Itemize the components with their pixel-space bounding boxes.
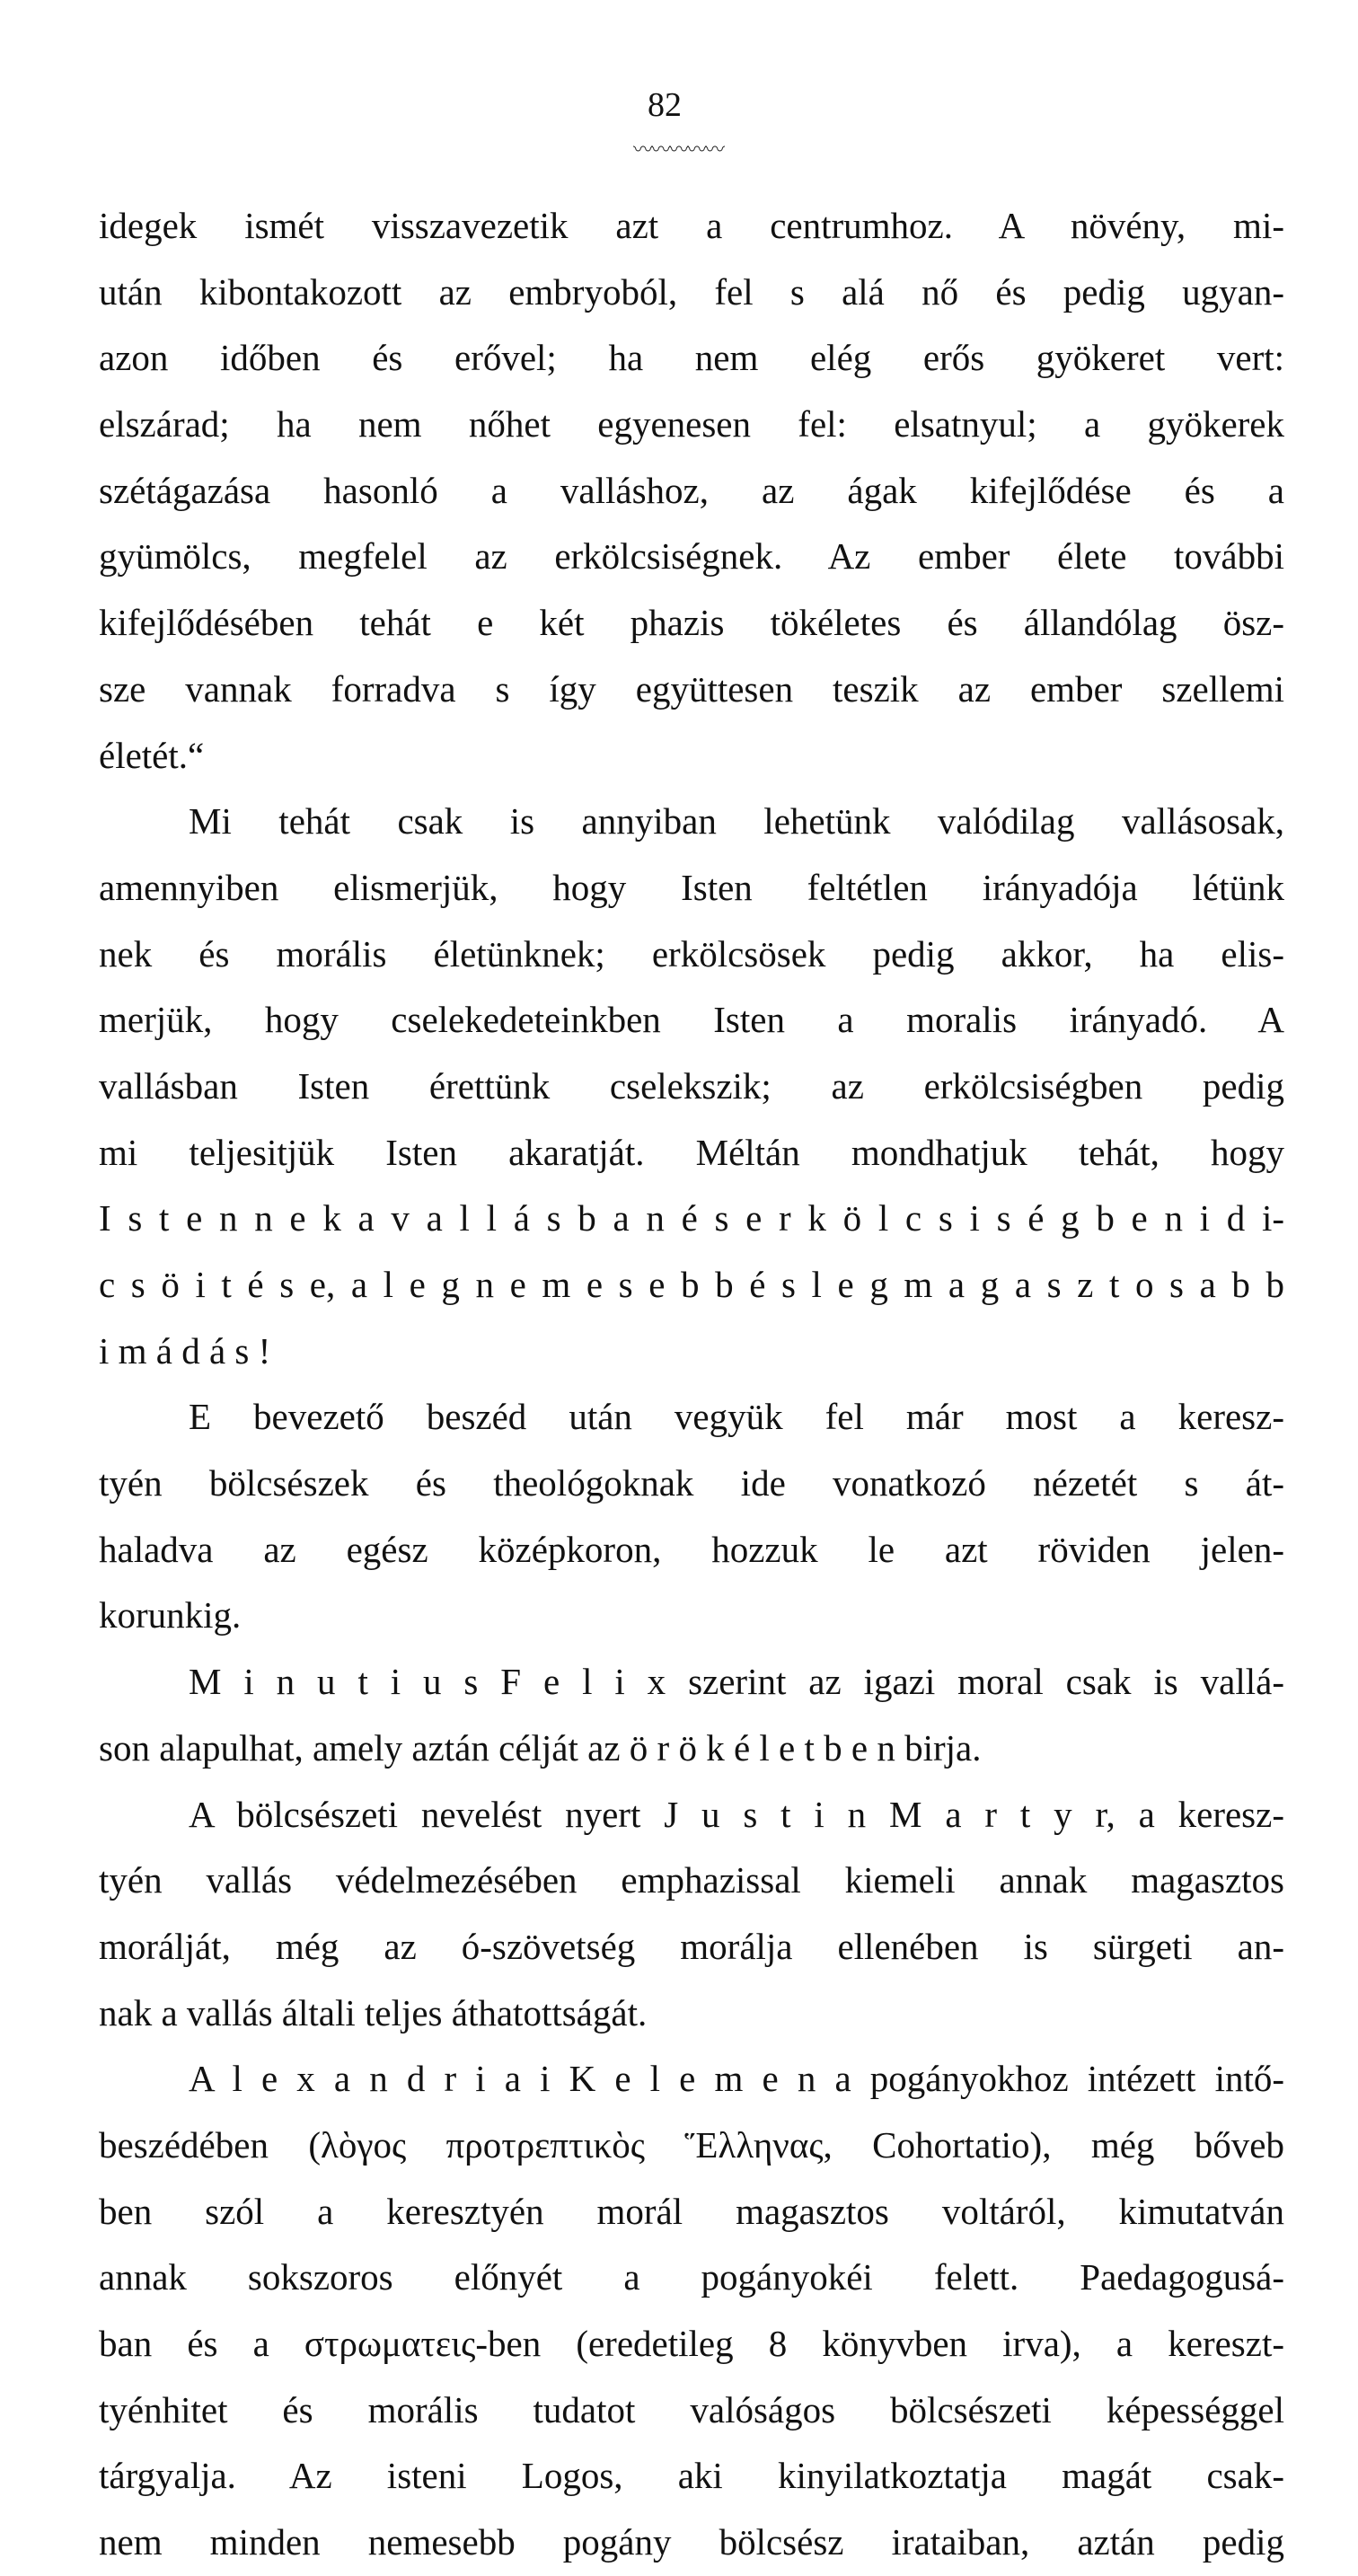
text-line: I s t e n n e k a v a l l á s b a n é s e r k ö l c s i s é g b e n i d i- — [99, 1197, 1284, 1239]
text-line: idegek ismét visszavezetik azt a centrumhoz. A növény, mi- — [99, 205, 1284, 246]
text-line: son alapulhat, amely aztán célját az ö r ö k é l e t b e n birja. — [99, 1726, 982, 1769]
text-line: A l e x a n d r i a i K e l e m e n a pogányokhoz intézett intő- — [189, 2058, 1284, 2100]
text-line: ban és a στρωματεις-ben (eredetileg 8 könyvben irva), a kereszt- — [99, 2323, 1284, 2364]
text-line: amennyiben elismerjük, hogy Isten feltétlen irányadója létünk — [99, 866, 1284, 908]
text-line: életét.“ — [99, 734, 205, 776]
page-number-ornament: 〰〰〰〰〰 — [632, 138, 723, 161]
body-text — [99, 193, 1284, 2576]
text-line: azon időben és erővel; ha nem elég erős gyökeret vert: — [99, 337, 1284, 379]
text-line: haladva az egész középkoron, hozzuk le azt röviden jelen- — [99, 1528, 1284, 1570]
text-line: nek és morális életünknek; erkölcsösek pedig akkor, ha elis- — [99, 932, 1284, 975]
text-line: morálját, még az ó-szövetség morálja ellenében is sürgeti an- — [99, 1925, 1284, 1967]
text-line: tyén vallás védelmezésében emphazissal kiemeli annak magasztos — [99, 1859, 1284, 1901]
text-line: tárgyalja. Az isteni Logos, aki kinyilatkoztatja magát csak- — [99, 2455, 1284, 2497]
text-line: i m á d á s ! — [99, 1329, 271, 1372]
page-number: 82 — [648, 86, 682, 124]
text-line: annak sokszoros előnyét a pogányokéi felett. Paedagogusá- — [99, 2256, 1284, 2298]
text-line: nem minden nemesebb pogány bölcsész irataiban, aztán pedig — [99, 2521, 1284, 2563]
text-line: M i n u t i u s F e l i x szerint az igazi moral csak is vallá- — [189, 1661, 1284, 1703]
text-line: merjük, hogy cselekedeteinkben Isten a moralis irányadó. A — [99, 999, 1284, 1041]
text-line: ben szól a keresztyén morál magasztos voltáról, kimutatván — [99, 2190, 1284, 2232]
text-line: gyümölcs, megfelel az erkölcsiségnek. Az ember élete további — [99, 535, 1284, 578]
text-line: elszárad; ha nem nőhet egyenesen fel: elsatnyul; a gyökerek — [99, 403, 1284, 446]
text-line: sze vannak forradva s így együttesen teszik az ember szellemi — [99, 667, 1284, 710]
text-line: tyénhitet és morális tudatot valóságos bölcsészeti képességgel — [99, 2388, 1284, 2430]
text-line: nak a vallás általi teljes áthatottságát. — [99, 1991, 648, 2033]
text-line: kifejlődésében tehát e két phazis tökéletes és állandólag ösz- — [99, 602, 1284, 644]
text-line: szétágazása hasonló a valláshoz, az ágak kifejlődése és a — [99, 469, 1284, 511]
text-line: E bevezető beszéd után vegyük fel már most a keresz- — [189, 1396, 1284, 1438]
text-line: után kibontakozott az embryoból, fel s alá nő és pedig ugyan- — [99, 270, 1284, 313]
text-line: tyén bölcsészek és theológoknak ide vonatkozó nézetét s át- — [99, 1462, 1284, 1504]
text-line: c s ö i t é s e, a l e g n e m e s e b b é s l e g m a g a s z t o s a b b — [99, 1264, 1284, 1305]
text-line: A bölcsészeti nevelést nyert J u s t i n M a r t y r, a keresz- — [189, 1793, 1284, 1835]
text-line: beszédében (λὸγος προτρεπτικὸς Ἕλληνας, Cohortatio), még bőveb — [99, 2123, 1284, 2166]
text-line: Mi tehát csak is annyiban lehetünk valódilag vallásosak, — [189, 800, 1284, 842]
text-line: korunkig. — [99, 1594, 242, 1636]
text-line: mi teljesitjük Isten akaratját. Méltán mondhatjuk tehát, hogy — [99, 1131, 1284, 1173]
text-line: vallásban Isten érettünk cselekszik; az erkölcsiségben pedig — [99, 1064, 1284, 1107]
